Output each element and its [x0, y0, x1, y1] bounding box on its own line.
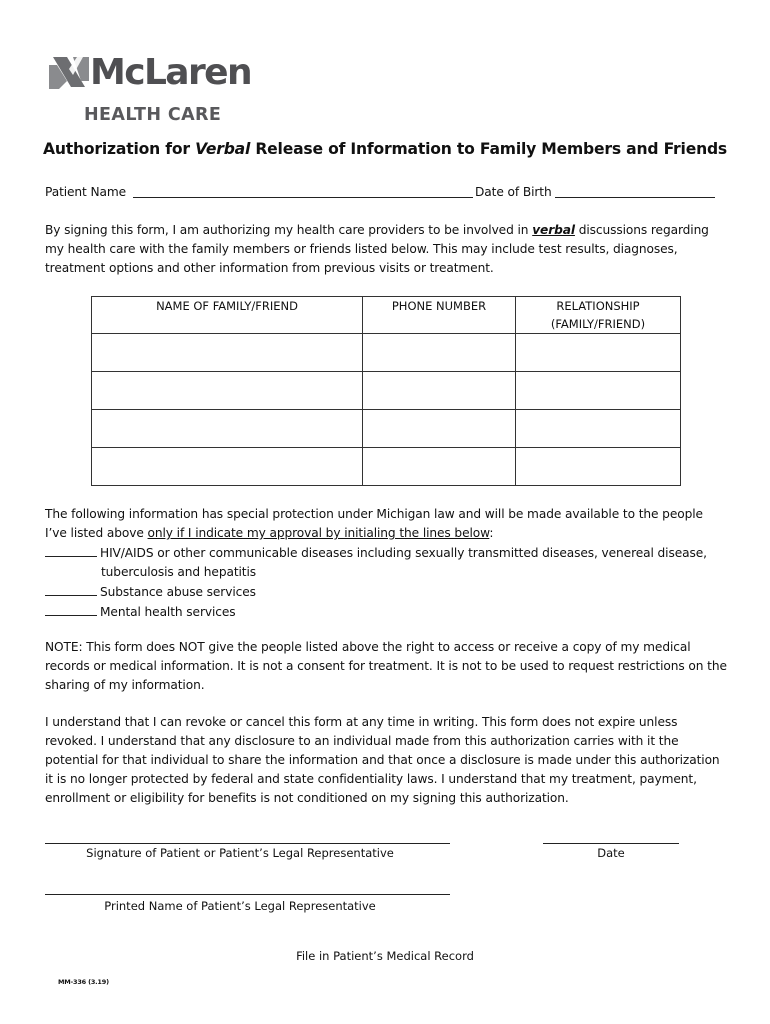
initial-line-substance[interactable] — [45, 582, 97, 596]
column-header-relationship — [516, 297, 681, 334]
item-hiv-text: HIV/AIDS or other communicable diseases including sexually transmitted diseases, venereal disease, — [100, 546, 707, 560]
printed-name-label: Printed Name of Patient’s Legal Representative — [104, 899, 376, 913]
special-line-2-suffix: : — [489, 526, 494, 540]
name-cell[interactable] — [92, 410, 363, 448]
logo-wordmark: McLaren — [90, 52, 251, 93]
initial-item-hiv — [45, 543, 735, 563]
date-label: Date — [597, 846, 625, 860]
note-paragraph: NOTE: This form does NOT give the people listed above the right to access or receive a copy of my medical records or medical information. It is not a consent for treatment. It is not to be used to request restrictions on the sharing of my information. — [45, 640, 727, 692]
initial-line-mental[interactable] — [45, 602, 97, 616]
intro-paragraph — [45, 221, 725, 278]
intro-emphasis: verbal — [532, 223, 575, 237]
column-header-phone: PHONE NUMBER — [363, 297, 516, 334]
title-part-1: Authorization for — [42, 140, 196, 158]
table-row — [92, 372, 681, 410]
special-line-1: The following information has special protection under Michigan law and will be made available to the people — [45, 507, 703, 521]
title-emphasis: Verbal — [195, 140, 251, 158]
title-part-2: Release of Information to Family Members and Friends — [250, 140, 728, 158]
special-protection-section — [45, 505, 735, 622]
printed-name-line[interactable] — [45, 894, 450, 895]
relationship-header-line1: RELATIONSHIP — [556, 299, 640, 313]
mclaren-logo-mark-icon — [47, 55, 91, 91]
page-title — [0, 140, 770, 158]
patient-name-field[interactable] — [133, 183, 473, 198]
contact-table — [91, 296, 681, 486]
relationship-cell[interactable] — [516, 448, 681, 486]
relationship-header-line2: (FAMILY/FRIEND) — [550, 317, 646, 331]
revoke-paragraph: I understand that I can revoke or cancel this form at any time in writing. This form does not expire unless revoked. I understand that any disclosure to an individual made from this authorization carries with it the potential for that individual to share the information and that once a disclosure is made under this authorization it is no longer protected by federal and state confidentiality laws. I understand that my treatment, payment, enrollment or eligibility for benefits is not conditioned on my signing this authorization. — [45, 715, 720, 805]
relationship-cell[interactable] — [516, 334, 681, 372]
intro-part-2: discussions regarding my health care with the family members or friends listed below. This may include test results, diagnoses, treatment options and other information from previous visits or treatment. — [45, 223, 709, 275]
name-cell[interactable] — [92, 448, 363, 486]
logo-subtitle: HEALTH CARE — [84, 105, 222, 125]
phone-cell[interactable] — [363, 334, 516, 372]
name-cell[interactable] — [92, 372, 363, 410]
phone-cell[interactable] — [363, 448, 516, 486]
initial-item-substance — [45, 582, 735, 602]
mclaren-logo — [47, 52, 257, 130]
initial-line-hiv[interactable] — [45, 543, 97, 557]
table-row — [92, 410, 681, 448]
column-header-name: NAME OF FAMILY/FRIEND — [92, 297, 363, 334]
special-line-2 — [45, 524, 735, 543]
patient-info-row — [45, 183, 725, 203]
special-line-2-prefix: I’ve listed above — [45, 526, 148, 540]
item-hiv-continued: tuberculosis and hepatitis — [101, 565, 257, 579]
signature-label: Signature of Patient or Patient’s Legal Representative — [86, 846, 394, 860]
phone-cell[interactable] — [363, 410, 516, 448]
name-cell[interactable] — [92, 334, 363, 372]
signature-line[interactable] — [45, 843, 450, 844]
dob-label: Date of Birth — [475, 185, 552, 199]
dob-field[interactable] — [555, 183, 715, 198]
patient-name-label: Patient Name — [45, 185, 127, 199]
date-line[interactable] — [543, 843, 679, 844]
table-row — [92, 334, 681, 372]
initial-item-mental — [45, 602, 735, 622]
phone-cell[interactable] — [363, 372, 516, 410]
table-header-row — [92, 297, 681, 334]
special-line-2-underlined: only if I indicate my approval by initialing the lines below — [147, 526, 490, 540]
relationship-cell[interactable] — [516, 372, 681, 410]
table-row — [92, 448, 681, 486]
form-code: MM-336 (3.19) — [58, 978, 109, 986]
item-substance-text: Substance abuse services — [100, 585, 256, 599]
file-note: File in Patient’s Medical Record — [296, 949, 474, 963]
relationship-cell[interactable] — [516, 410, 681, 448]
intro-part-1: By signing this form, I am authorizing my health care providers to be involved in — [45, 223, 533, 237]
item-mental-text: Mental health services — [100, 605, 236, 619]
